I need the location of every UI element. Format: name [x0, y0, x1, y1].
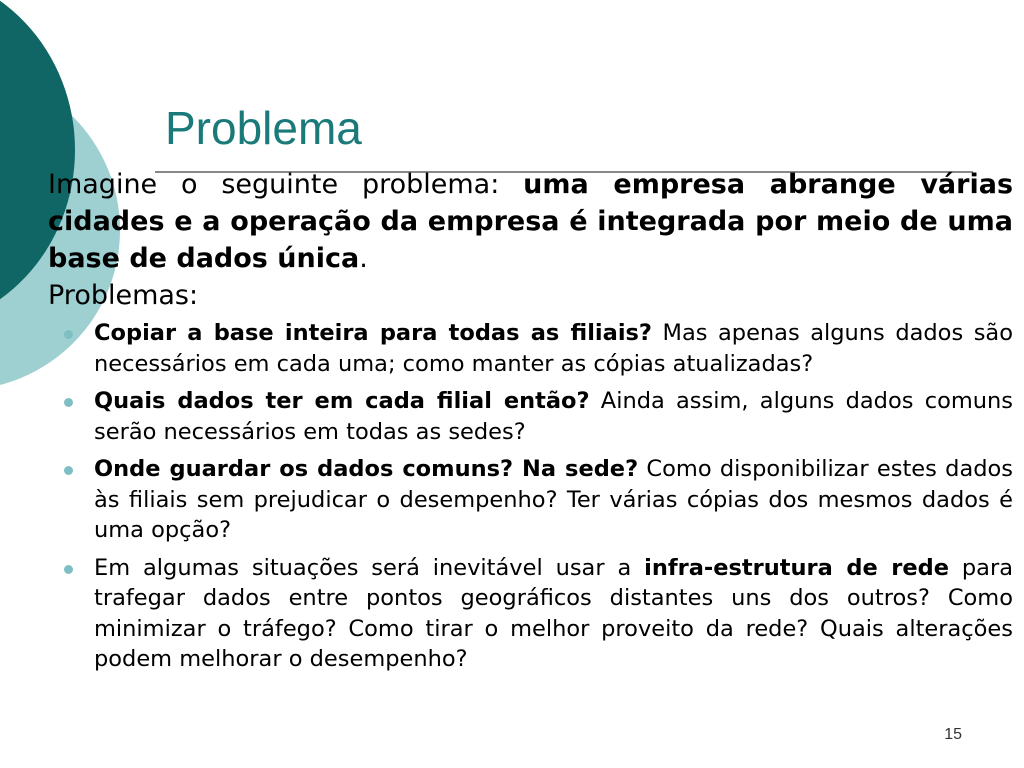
bullet-icon — [64, 466, 73, 475]
page-number: 15 — [944, 726, 962, 743]
bullet-text: Como disponibilizar estes dados às filiais sem prejudicar o desempenho? Ter várias cópias dos mesmos dados é uma opção? — [94, 456, 1013, 543]
slide-title: Problema — [165, 102, 362, 154]
bullet-bold: Copiar a base inteira para todas as filiais? — [94, 320, 652, 346]
bullet-icon — [64, 565, 73, 574]
bullet-pre: Em algumas situações será inevitável usar a — [94, 554, 645, 581]
bullet-bold: infra-estrutura de rede — [644, 554, 950, 581]
bullet-item — [48, 386, 1013, 447]
bullet-item — [48, 553, 1013, 675]
bullet-icon — [64, 398, 73, 407]
bullet-icon — [64, 330, 73, 339]
intro-problems-label: Problemas: — [48, 280, 199, 311]
bullet-item — [48, 318, 1013, 379]
bullet-bold: Onde guardar os dados comuns? Na sede? — [94, 456, 639, 482]
bullet-item — [48, 454, 1013, 546]
bullet-list — [48, 318, 1013, 675]
intro-tail: . — [359, 243, 368, 274]
slide-body — [48, 166, 1013, 682]
bullet-bold: Quais dados ter em cada filial então? — [94, 388, 590, 414]
bullet-text: para trafegar dados entre pontos geográficos distantes uns dos outros? Como minimizar o tráfego? Como tirar o melhor proveito da rede? Quais alterações podem melhorar o desempenho? — [94, 554, 1014, 672]
bullet-text: Mas apenas alguns dados são necessários em cada uma; como manter as cópias atualizadas? — [94, 320, 1013, 377]
intro-paragraph — [48, 166, 1013, 314]
intro-lead: Imagine o seguinte problema: — [48, 169, 524, 200]
bullet-text: Ainda assim, alguns dados comuns serão necessários em todas as sedes? — [94, 388, 1013, 445]
intro-bold: uma empresa abrange várias cidades e a operação da empresa é integrada por meio de uma base de dados única — [48, 169, 1014, 274]
